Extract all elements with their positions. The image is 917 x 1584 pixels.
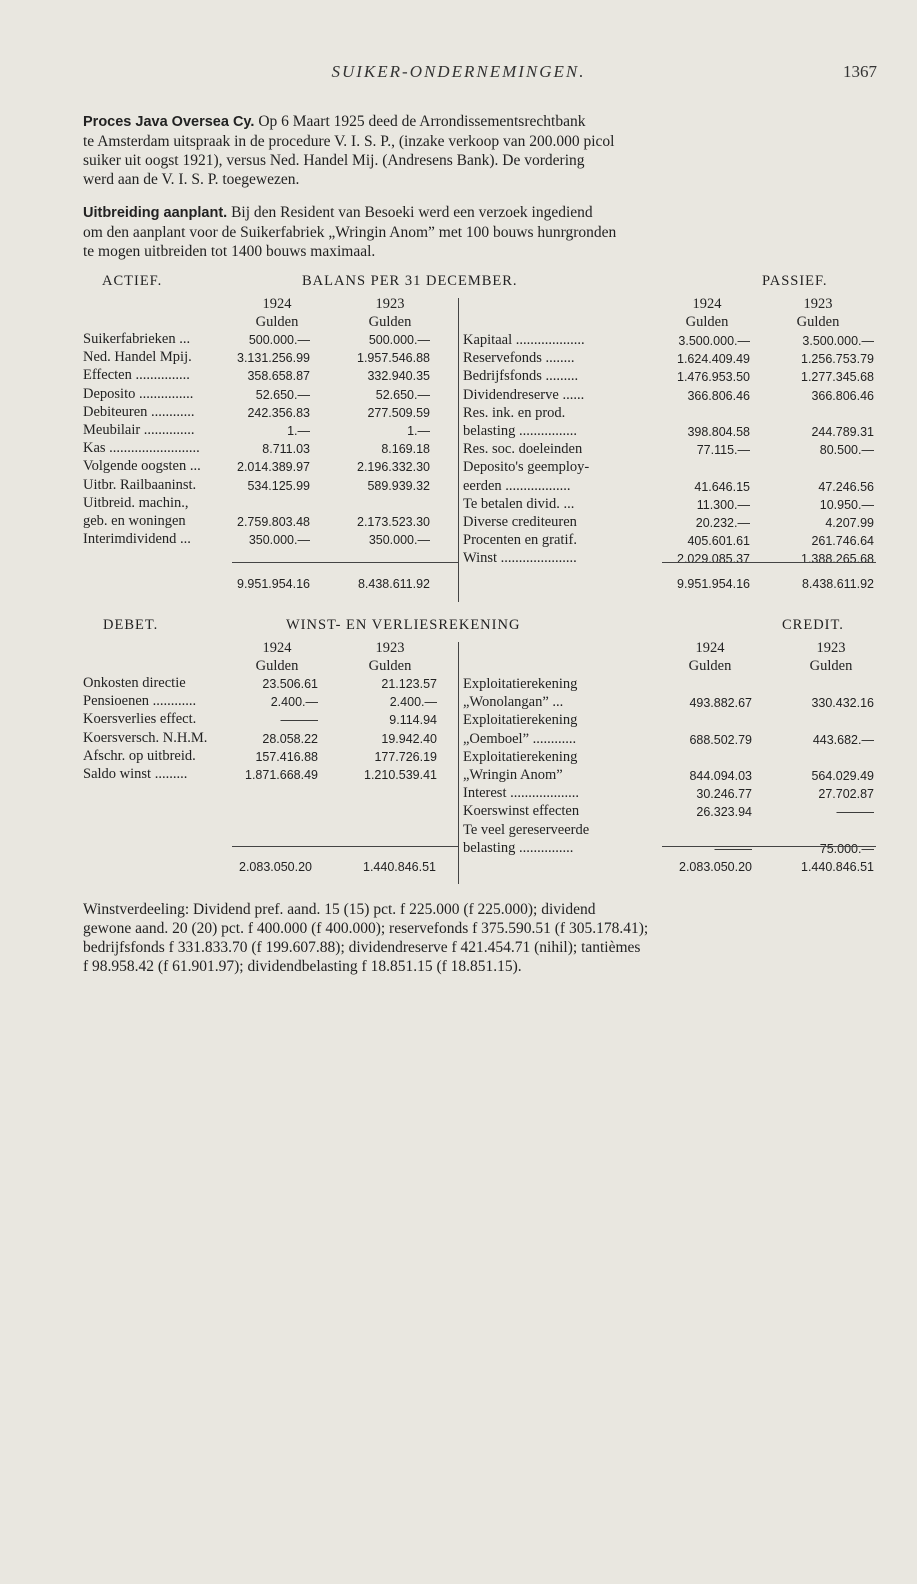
balans-left-title: ACTIEF. bbox=[102, 273, 163, 289]
balans-left-value-1923: 52.650.— bbox=[375, 387, 430, 402]
wv-left-row-label: Koersversch. N.H.M. bbox=[83, 729, 208, 746]
balans-left-row-label: Suikerfabrieken ... bbox=[83, 331, 191, 347]
balans-left-row-label: Uitbreid. machin., bbox=[83, 494, 189, 511]
balans-right-value-1924: 1.624.409.49 bbox=[677, 352, 750, 367]
wv-title: WINST- EN VERLIESREKENING bbox=[286, 617, 521, 633]
wv-right-row-label: Interest ................... bbox=[463, 785, 579, 802]
balans-right-value-1924: 1.476.953.50 bbox=[677, 370, 750, 385]
wv-right-value-1923: 443.682.— bbox=[812, 732, 874, 747]
balans-left-value-1924: 242.356.83 bbox=[247, 405, 310, 420]
balans-left-value-1924: 52.650.— bbox=[255, 387, 310, 402]
col-year: 1923 bbox=[803, 296, 833, 312]
balans-left-value-1924: 8.711.03 bbox=[262, 442, 310, 457]
balans-left-row-label: Kas ......................... bbox=[83, 440, 200, 457]
balans-right-value-1923: 10.950.— bbox=[819, 497, 874, 512]
col-year: 1924 bbox=[695, 640, 725, 656]
balans-left-value-1923: 1.957.546.88 bbox=[357, 351, 430, 366]
col-year: 1923 bbox=[375, 296, 405, 312]
wv-right-title: CREDIT. bbox=[782, 617, 844, 633]
wv-left-row-label: Afschr. op uitbreid. bbox=[83, 747, 196, 764]
wv-left-value-1924: 28.058.22 bbox=[262, 731, 318, 746]
wv-right-total-1923: 1.440.846.51 bbox=[801, 860, 874, 874]
balans-right-value-1924: 405.601.61 bbox=[687, 534, 750, 549]
balans-right-value-1924: 3.500.000.— bbox=[678, 334, 750, 348]
wv-right-value-1923: 330.432.16 bbox=[811, 696, 874, 711]
balans-right-row-label: Diverse crediteuren bbox=[463, 514, 577, 530]
balans-left-value-1924: 358.658.87 bbox=[247, 369, 310, 384]
balans-left-value-1924: 350.000.— bbox=[248, 533, 310, 548]
balans-title: BALANS PER 31 DECEMBER. bbox=[302, 273, 518, 289]
wv-right-value-1924: 493.882.67 bbox=[689, 696, 752, 711]
balans-right-value-1923: 1.256.753.79 bbox=[801, 352, 874, 367]
wv-left-value-1924: 1.871.668.49 bbox=[245, 768, 318, 782]
balans-left-value-1924: 534.125.99 bbox=[247, 478, 310, 493]
col-unit: Gulden bbox=[255, 314, 299, 330]
wv-left-total-1923: 1.440.846.51 bbox=[363, 860, 436, 874]
balans-right-value-1924: 2.029.085.37 bbox=[677, 552, 750, 567]
balans-left-row-label: Volgende oogsten ... bbox=[83, 458, 201, 475]
wv-left-value-1924: ——— bbox=[280, 713, 318, 728]
balans-right-row-label: Te betalen divid. ... bbox=[463, 495, 575, 512]
balans-right-row-label: Res. ink. en prod. bbox=[463, 404, 566, 421]
wv-right-value-1924: 30.246.77 bbox=[696, 787, 752, 802]
wv-right-row-label: belasting ............... bbox=[463, 839, 574, 856]
running-header: SUIKER-ONDERNEMINGEN. bbox=[331, 62, 586, 81]
wv-right-total-1924: 2.083.050.20 bbox=[679, 860, 752, 874]
col-year: 1924 bbox=[262, 296, 292, 312]
balans-right-value-1923: 261.746.64 bbox=[811, 534, 874, 549]
wv-right-row-label: Te veel gereserveerde bbox=[463, 821, 590, 838]
balans-left-row-label: Effecten ............... bbox=[83, 367, 190, 384]
balans-right-row-label: Kapitaal ................... bbox=[463, 332, 585, 348]
col-year: 1923 bbox=[375, 640, 405, 656]
balans-left-value-1924: 2.759.803.48 bbox=[237, 515, 310, 529]
wv-right-row-label: „Oemboel” ............ bbox=[463, 730, 577, 747]
paragraph-proces: Proces Java Oversea Cy. Op 6 Maart 1925 deed de Arrondissementsrechtbank te Amsterdam uitspraak in de procedure V. I. S. P., (inzake verkoop van 200.000 picol suiker uit oogst 1921), versus Ned. Handel Mij. (Andresens Bank). De vordering werd aan de V. I. S. P. toegewezen. bbox=[83, 113, 615, 188]
wv-right-value-1923: 564.029.49 bbox=[811, 769, 874, 783]
col-unit: Gulden bbox=[685, 314, 729, 330]
wv-left-row-label: Saldo winst ......... bbox=[83, 766, 188, 782]
balans-right-value-1923: 4.207.99 bbox=[825, 516, 874, 530]
balans-left-value-1923: 8.169.18 bbox=[381, 442, 430, 457]
balans-right-row-label: eerden .................. bbox=[463, 477, 571, 494]
wv-right-row-label: Exploitatierekening bbox=[463, 748, 578, 765]
balans-right-value-1924: 77.115.— bbox=[696, 443, 750, 458]
col-unit: Gulden bbox=[368, 314, 412, 330]
paragraph-uitbreiding: Uitbreiding aanplant. Bij den Resident van Besoeki werd een verzoek ingediend om den aanplant voor de Suikerfabriek „Wringin Anom” met 100 bouws hunrgronden te mogen uitbreiden tot 1400 bouws maximaal. bbox=[83, 204, 617, 260]
wv-right-value-1924: 844.094.03 bbox=[689, 769, 752, 783]
col-year: 1924 bbox=[262, 640, 292, 656]
col-unit: Gulden bbox=[809, 658, 853, 674]
wv-right-row-label: Exploitatierekening bbox=[463, 712, 578, 729]
balans-right-value-1923: 3.500.000.— bbox=[802, 334, 874, 348]
balans-left-value-1923: 2.196.332.30 bbox=[357, 460, 430, 475]
balans-right-row-label: Bedrijfsfonds ......... bbox=[463, 368, 579, 385]
page-number: 1367 bbox=[843, 62, 877, 81]
column-divider bbox=[458, 298, 459, 602]
balans-right-value-1924: 366.806.46 bbox=[687, 388, 750, 403]
wv-right-row-label: Exploitatierekening bbox=[463, 676, 578, 692]
wv-left-value-1923: 9.114.94 bbox=[389, 713, 437, 728]
wv-left-row-label: Koersverlies effect. bbox=[83, 711, 197, 728]
wv-left-value-1923: 1.210.539.41 bbox=[364, 768, 437, 782]
balans-left-row-label: Uitbr. Railbaaninst. bbox=[83, 476, 197, 493]
total-rule bbox=[232, 562, 458, 563]
col-unit: Gulden bbox=[368, 658, 412, 674]
column-divider bbox=[458, 642, 459, 884]
balans-left-value-1923: 589.939.32 bbox=[367, 478, 430, 493]
winstverdeeling-paragraph: Winstverdeeling: Dividend pref. aand. 15 (15) pct. f 225.000 (f 225.000); dividend gewone aand. 20 (20) pct. f 400.000 (f 400.000); reservefonds f 375.590.51 (f 305.178.41); bedrijfsfonds f 331.833.70 (f 199.607.88); dividendreserve f 421.454.71 (nihil); tantièmes f 98.958.42 (f 61.901.97); dividendbelasting f 18.851.15 (f 18.851.15). bbox=[83, 901, 649, 975]
wv-right-value-1923: 75.000.— bbox=[819, 841, 874, 856]
balans-right-total-1923: 8.438.611.92 bbox=[801, 577, 874, 591]
wv-left-value-1923: 19.942.40 bbox=[381, 731, 437, 746]
wv-left-total-1924: 2.083.050.20 bbox=[239, 860, 312, 874]
balans-right-value-1923: 1.277.345.68 bbox=[801, 370, 874, 385]
balans-right-row-label: Deposito's geemploy- bbox=[463, 459, 590, 476]
col-year: 1924 bbox=[692, 296, 722, 312]
balans-right-row-label: Reservefonds ........ bbox=[463, 350, 575, 367]
col-year: 1923 bbox=[816, 640, 846, 656]
wv-right-value-1924: 688.502.79 bbox=[689, 732, 752, 747]
balans-left-value-1924: 500.000.— bbox=[248, 333, 310, 347]
balans-right-value-1924: 398.804.58 bbox=[687, 425, 750, 439]
balans-left-value-1923: 277.509.59 bbox=[367, 405, 430, 420]
total-rule bbox=[232, 846, 458, 847]
total-rule bbox=[662, 562, 876, 563]
balans-right-row-label: Procenten en gratif. bbox=[463, 532, 577, 549]
balans-right-value-1923: 80.500.— bbox=[819, 443, 874, 458]
wv-right-row-label: „Wonolangan” ... bbox=[463, 694, 564, 711]
balans-right-value-1924: 20.232.— bbox=[695, 516, 750, 530]
balans-right-title: PASSIEF. bbox=[762, 273, 828, 289]
balans-left-value-1924: 2.014.389.97 bbox=[237, 460, 310, 475]
balans-left-value-1924: 3.131.256.99 bbox=[237, 351, 310, 366]
wv-left-value-1923: 2.400.— bbox=[389, 695, 437, 710]
balans-right-value-1923: 244.789.31 bbox=[811, 425, 874, 439]
balans-right-value-1923: 366.806.46 bbox=[811, 388, 874, 403]
balans-right-row-label: Winst ..................... bbox=[463, 550, 577, 567]
wv-left-row-label: Pensioenen ............ bbox=[83, 693, 197, 710]
balans-right-value-1924: 11.300.— bbox=[696, 497, 750, 512]
wv-right-row-label: Koerswinst effecten bbox=[463, 803, 580, 820]
balans-left-value-1924: 1.— bbox=[287, 424, 310, 438]
balans-left-row-label: Deposito ............... bbox=[83, 385, 194, 402]
wv-left-value-1923: 177.726.19 bbox=[374, 749, 437, 764]
balans-right-value-1923: 47.246.56 bbox=[818, 479, 874, 494]
col-unit: Gulden bbox=[255, 658, 299, 674]
balans-left-value-1923: 350.000.— bbox=[368, 533, 430, 548]
balans-left-row-label: geb. en woningen bbox=[83, 513, 186, 529]
total-rule bbox=[662, 846, 876, 847]
balans-left-value-1923: 2.173.523.30 bbox=[357, 515, 430, 529]
balans-left-value-1923: 1.— bbox=[407, 424, 430, 438]
balans-right-row-label: Res. soc. doeleinden bbox=[463, 441, 583, 458]
para-heading: Uitbreiding aanplant. bbox=[83, 205, 228, 221]
balans-left-row-label: Ned. Handel Mpij. bbox=[83, 349, 192, 366]
wv-left-value-1924: 157.416.88 bbox=[255, 749, 318, 764]
balans-left-total-1924: 9.951.954.16 bbox=[237, 577, 310, 591]
balans-right-value-1924: 41.646.15 bbox=[694, 479, 750, 494]
balans-right-row-label: belasting ................ bbox=[463, 423, 577, 439]
wv-left-value-1924: 23.506.61 bbox=[262, 677, 318, 691]
para-heading: Proces Java Oversea Cy. bbox=[83, 114, 255, 130]
balans-left-row-label: Interimdividend ... bbox=[83, 531, 191, 548]
wv-right-value-1923: ——— bbox=[836, 805, 874, 820]
wv-left-row-label: Onkosten directie bbox=[83, 675, 186, 691]
balans-right-value-1923: 1.388.265.68 bbox=[801, 552, 874, 567]
balans-left-value-1923: 332.940.35 bbox=[367, 369, 430, 384]
col-unit: Gulden bbox=[796, 314, 840, 330]
balans-left-row-label: Debiteuren ............ bbox=[83, 403, 195, 420]
wv-right-value-1923: 27.702.87 bbox=[818, 787, 874, 802]
col-unit: Gulden bbox=[688, 658, 732, 674]
wv-right-row-label: „Wringin Anom” bbox=[463, 767, 563, 783]
wv-right-value-1924: 26.323.94 bbox=[696, 805, 752, 820]
balans-left-total-1923: 8.438.611.92 bbox=[357, 577, 430, 591]
wv-left-title: DEBET. bbox=[103, 617, 159, 633]
balans-right-total-1924: 9.951.954.16 bbox=[677, 577, 750, 591]
wv-left-value-1924: 2.400.— bbox=[270, 695, 318, 710]
wv-left-value-1923: 21.123.57 bbox=[381, 677, 437, 691]
balans-left-value-1923: 500.000.— bbox=[368, 333, 430, 347]
balans-right-row-label: Dividendreserve ...... bbox=[463, 386, 585, 403]
balans-left-row-label: Meubilair .............. bbox=[83, 422, 195, 438]
wv-right-value-1924: ——— bbox=[714, 841, 752, 856]
